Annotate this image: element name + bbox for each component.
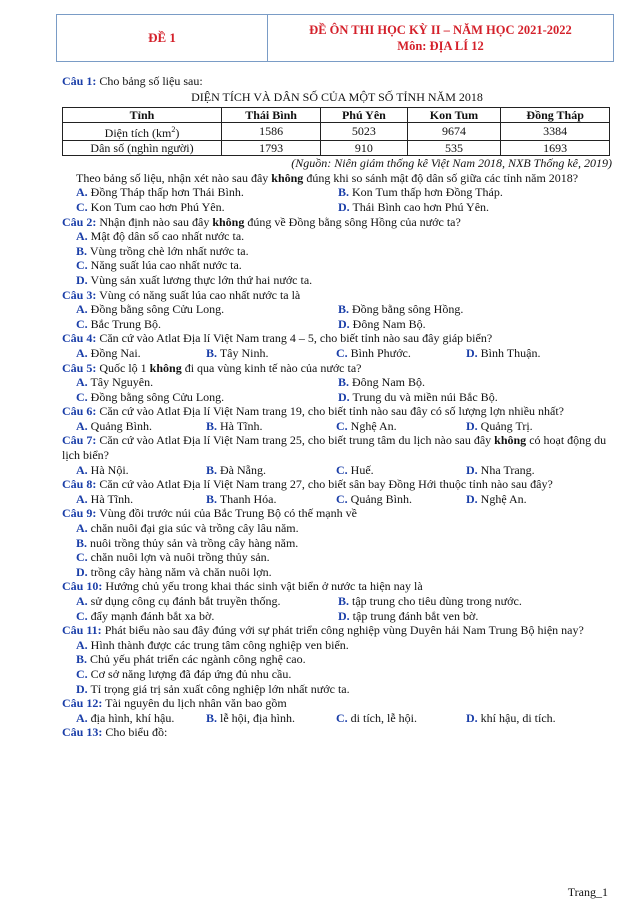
question-3 (62, 288, 612, 332)
exam-code: ĐỀ 1 (57, 15, 268, 61)
question-stem: Câu 9: Vùng đồi trước núi của Bắc Trung Bộ có thế mạnh về (62, 506, 357, 521)
answer-option-b[interactable]: B. Đồng bằng sông Hồng. (338, 302, 464, 317)
table-cell: 5023 (321, 123, 407, 141)
data-table (62, 107, 610, 156)
answer-option-a[interactable]: A. Quảng Bình. (76, 418, 153, 433)
table-cell: 1586 (222, 123, 321, 141)
question-intro: Cho bảng số liệu sau: (99, 74, 203, 88)
question-stem: Câu 7: Căn cứ vào Atlat Địa lí Việt Nam trang 25, cho biết trung tâm du lịch nào sau đây không có hoạt động du lịch biển? (62, 433, 607, 463)
answer-option-c[interactable]: C. Năng suất lúa cao nhất nước ta. (76, 258, 242, 273)
answer-option-a[interactable]: A. chăn nuôi đại gia súc và trồng cây lâu năm. (76, 521, 299, 536)
table-header-cell: Kon Tum (407, 108, 501, 123)
question-stem: Câu 8: Căn cứ vào Atlat Địa lí Việt Nam trang 27, cho biết sân bay Đồng Hới thuộc tỉnh nào sau đây? (62, 477, 553, 492)
table-header-cell: Đồng Tháp (501, 108, 610, 123)
question-stem: Câu 3: Vùng có năng suất lúa cao nhất nước ta là (62, 287, 301, 302)
answer-option-c[interactable]: C. Đồng bằng sông Cửu Long. (76, 389, 225, 404)
answer-option-a[interactable]: A. Mật độ dân số cao nhất nước ta. (76, 229, 245, 244)
exam-title-block (268, 15, 613, 61)
answer-option-b[interactable]: B. tập trung cho tiêu dùng trong nước. (338, 594, 522, 608)
table-row-label: Diện tích $(km^2)$ (63, 123, 222, 141)
answer-option-a[interactable]: A. Hà Tĩnh. (76, 491, 134, 506)
answer-options (62, 463, 612, 478)
question-stem: Câu 5: Quốc lộ 1 không đi qua vùng kinh tế nào của nước ta? (62, 360, 362, 375)
table-cell: 1693 (501, 141, 610, 156)
answer-option-c[interactable]: C. Quảng Bình. (336, 491, 413, 506)
answer-option-d[interactable]: D. Trung du và miền núi Bắc Bộ. (338, 389, 498, 404)
answer-option-c[interactable]: C. Kon Tum cao hơn Phú Yên. (76, 199, 225, 214)
answer-option-b[interactable]: B. nuôi trồng thủy sản và trồng cây hàng năm. (76, 535, 299, 550)
answer-option-d[interactable]: D. Thái Bình cao hơn Phú Yên. (338, 199, 490, 214)
answer-option-d[interactable]: D. Bình Thuận. (466, 345, 541, 360)
question-1 (62, 74, 612, 215)
answer-option-c[interactable]: C. Nghệ An. (336, 418, 397, 433)
answer-option-d[interactable]: D. Quảng Trị. (466, 418, 533, 433)
question-stem: Câu 13: Cho biểu đồ: (62, 725, 168, 740)
table-header-cell: Phú Yên (321, 108, 407, 123)
answer-option-a[interactable]: A. Đồng Tháp thấp hơn Thái Bình. (76, 185, 244, 200)
answer-options (62, 711, 612, 726)
answer-options (62, 375, 612, 404)
page-number: Trang_1 (567, 885, 608, 899)
exam-subject: Môn: ĐỊA LÍ 12 (397, 39, 484, 53)
question-stem: Câu 2: Nhận định nào sau đây không đúng về Đồng bằng sông Hồng của nước ta? (62, 214, 461, 229)
answer-option-d[interactable]: D. Nghệ An. (466, 491, 527, 506)
answer-option-b[interactable]: B. Tây Ninh. (206, 345, 269, 360)
question-stem: Câu 10: Hướng chủ yếu trong khai thác sinh vật biển ở nước ta hiện nay là (62, 579, 423, 594)
answer-option-b[interactable]: B. Thanh Hóa. (206, 491, 277, 506)
answer-options (62, 302, 612, 331)
answer-option-c[interactable]: C. Cơ sở năng lượng đã đáp ứng đủ nhu cầu. (76, 666, 292, 681)
answer-option-d[interactable]: D. khí hậu, di tích. (466, 710, 556, 725)
question-stem: Theo bảng số liệu, nhận xét nào sau đây không đúng khi so sánh mật độ dân số giữa các tỉnh năm 2018? (76, 170, 579, 185)
table-source: (Nguồn: Niên giám thống kê Việt Nam 2018, NXB Thống kê, 2019) (291, 156, 612, 171)
question-10 (62, 579, 612, 623)
answer-option-d[interactable]: D. Đông Nam Bộ. (338, 316, 426, 331)
answer-option-c[interactable]: C. chăn nuôi lợn và nuôi trồng thủy sản. (76, 550, 270, 565)
answer-option-b[interactable]: B. Hà Tĩnh. (206, 418, 263, 433)
table-cell: 9674 (407, 123, 501, 141)
answer-option-b[interactable]: B. Chủ yếu phát triển các ngành công nghệ cao. (76, 652, 306, 667)
question-11 (62, 623, 612, 696)
answer-option-c[interactable]: C. di tích, lễ hội. (336, 710, 417, 725)
answer-option-c[interactable]: C. Huế. (336, 462, 374, 477)
answer-options (62, 346, 612, 361)
answer-option-b[interactable]: B. Kon Tum thấp hơn Đồng Tháp. (338, 185, 503, 200)
answer-option-b[interactable]: B. Đà Nẵng. (206, 462, 266, 477)
question-stem: Câu 4: Căn cứ vào Atlat Địa lí Việt Nam trang 4 – 5, cho biết tỉnh nào sau đây giáp biển? (62, 331, 493, 346)
table-row-label: Dân số (nghìn người) (63, 141, 222, 156)
answer-options (62, 492, 612, 507)
table-cell: 910 (321, 141, 407, 156)
answer-option-b[interactable]: B. Vùng trồng chè lớn nhất nước ta. (76, 243, 249, 258)
answer-option-c[interactable]: C. Bắc Trung Bộ. (76, 316, 162, 331)
table-cell: 535 (407, 141, 501, 156)
question-stem: Câu 12: Tài nguyên du lịch nhân văn bao gồm (62, 696, 287, 711)
answer-option-a[interactable]: A. địa hình, khí hậu. (76, 710, 175, 725)
question-2 (62, 215, 612, 288)
answer-options (62, 594, 612, 623)
question-7 (62, 433, 612, 477)
question-stem: Câu 11: Phát biểu nào sau đây đúng với sự phát triển công nghiệp vùng Duyên hải Nam Trung Bộ hiện nay? (62, 623, 584, 638)
table-title: DIỆN TÍCH VÀ DÂN SỐ CỦA MỘT SỐ TỈNH NĂM 2018 (191, 89, 483, 104)
answer-option-d[interactable]: D. tập trung đánh bắt ven bờ. (338, 608, 479, 623)
exam-content (62, 74, 612, 740)
exam-title: ĐỀ ÔN THI HỌC KỲ II – NĂM HỌC 2021-2022 (309, 23, 572, 37)
question-stem: Câu 6: Căn cứ vào Atlat Địa lí Việt Nam trang 19, cho biết tỉnh nào sau đây có số lượng lợn nhiều nhất? (62, 404, 565, 419)
question-5 (62, 361, 612, 405)
answer-option-a[interactable]: A. Hình thành được các trung tâm công nghiệp ven biển. (76, 637, 349, 652)
table-row (63, 123, 610, 141)
answer-option-d[interactable]: D. Vùng sản xuất lương thực lớn thứ hai nước ta. (76, 272, 313, 287)
answer-option-a[interactable]: A. Tây Nguyên. (76, 375, 154, 390)
answer-option-d[interactable]: D. Tỉ trọng giá trị sản xuất công nghiệp lớn nhất nước ta. (76, 681, 350, 696)
answer-option-a[interactable]: A. Đồng Nai. (76, 345, 141, 360)
answer-option-b[interactable]: B. Đông Nam Bộ. (338, 375, 426, 390)
answer-options (62, 419, 612, 434)
table-header-row (63, 108, 610, 123)
table-cell: 3384 (501, 123, 610, 141)
answer-option-a[interactable]: A. Đồng bằng sông Cửu Long. (76, 302, 225, 317)
answer-option-d[interactable]: D. Nha Trang. (466, 462, 535, 477)
answer-option-c[interactable]: C. đẩy mạnh đánh bắt xa bờ. (76, 608, 215, 623)
answer-option-b[interactable]: B. lễ hội, địa hình. (206, 710, 296, 725)
question-6 (62, 404, 612, 433)
question-13 (62, 725, 612, 740)
answer-options (62, 185, 612, 214)
question-label: Câu 1: (62, 74, 97, 88)
question-9 (62, 506, 612, 579)
question-4 (62, 331, 612, 360)
answer-option-a[interactable]: A. sử dụng công cụ đánh bắt truyền thống. (76, 594, 281, 608)
answer-option-c[interactable]: C. Bình Phước. (336, 345, 411, 360)
table-header-cell: Thái Bình (222, 108, 321, 123)
exam-header (56, 14, 614, 62)
question-8 (62, 477, 612, 506)
answer-option-d[interactable]: D. trồng cây hàng năm và chăn nuôi lợn. (76, 564, 272, 579)
table-row (63, 141, 610, 156)
question-12 (62, 696, 612, 725)
table-cell: 1793 (222, 141, 321, 156)
answer-option-a[interactable]: A. Hà Nội. (76, 462, 129, 477)
table-header-cell: Tỉnh (63, 108, 222, 123)
